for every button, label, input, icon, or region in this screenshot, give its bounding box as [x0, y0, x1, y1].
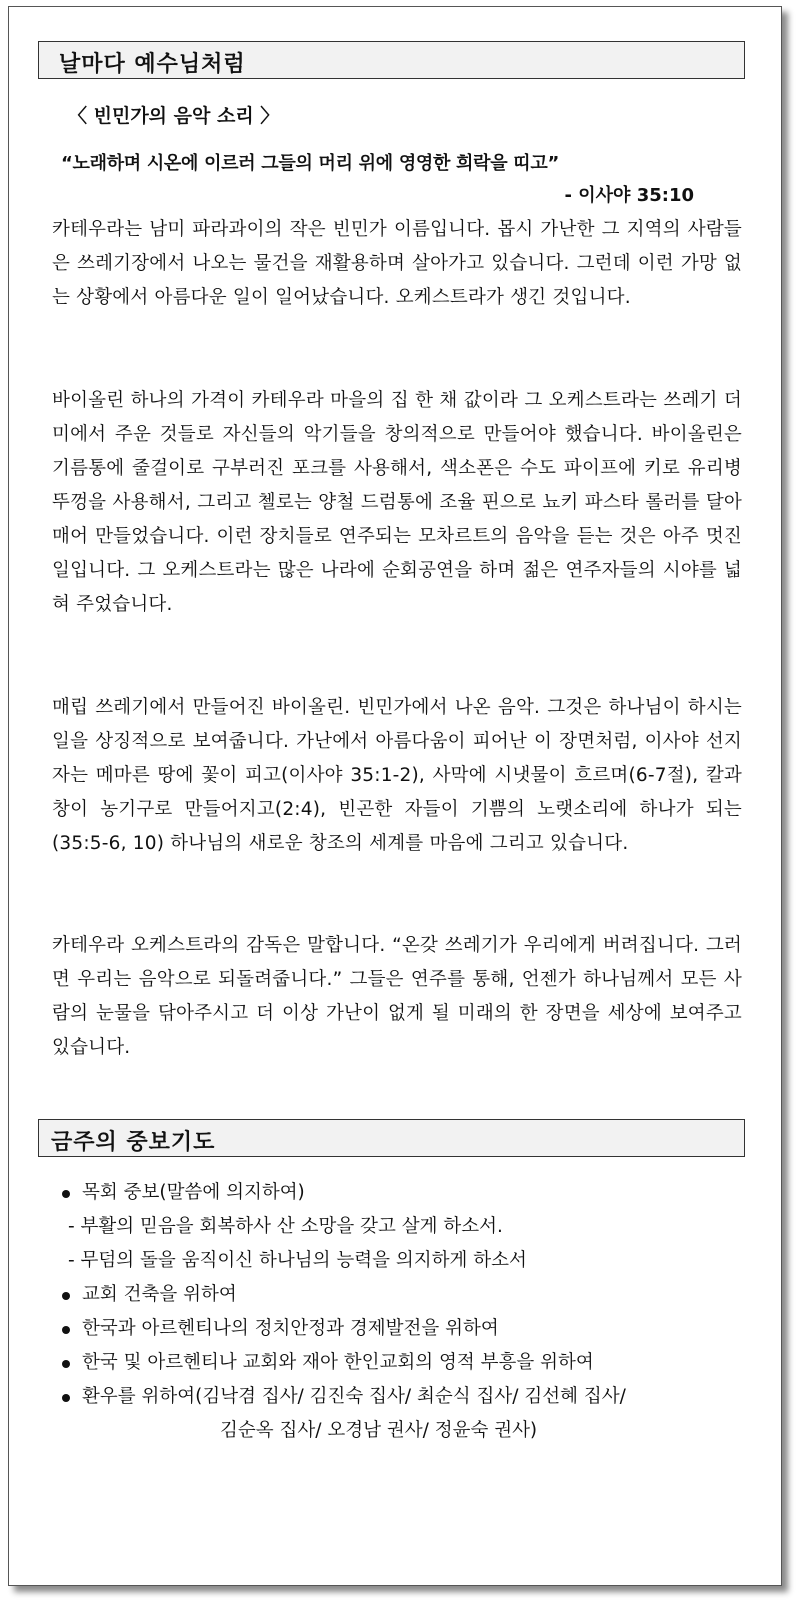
prayer-item-text: 환우를 위하여(김낙겸 집사/ 김진숙 집사/ 최순식 집사/ 김선혜 집사/	[82, 1386, 626, 1407]
prayer-list-item	[52, 1244, 752, 1278]
prayer-title: 금주의 중보기도	[51, 1130, 216, 1155]
prayer-item-text: 목회 중보(말씀에 의지하여)	[82, 1182, 305, 1203]
prayer-list	[52, 1176, 752, 1448]
prayer-list-item	[52, 1414, 752, 1448]
paragraph-1: 카테우라는 남미 파라과이의 작은 빈민가 이름입니다. 몹시 가난한 그 지역의 사람들은 쓰레기장에서 나오는 물건을 재활용하며 살아가고 있습니다. 그런데 이런 가망 없는 상황에서 아름다운 일이 일어났습니다. 오케스트라가 생긴 것입니다.	[52, 219, 742, 308]
prayer-list-item	[52, 1278, 752, 1312]
prayer-list-item	[52, 1346, 752, 1380]
prayer-header-box	[38, 1119, 745, 1157]
scripture-reference: - 이사야 35:10	[564, 185, 694, 206]
bullet-icon	[62, 1360, 70, 1368]
prayer-subitem-text: - 부활의 믿음을 회복하사 산 소망을 갖고 살게 하소서.	[68, 1216, 503, 1237]
devotional-header-box	[38, 41, 745, 79]
scripture-verse: “노래하며 시온에 이르러 그들의 머리 위에 영영한 희락을 띠고”	[61, 153, 559, 174]
paragraph-3: 매립 쓰레기에서 만들어진 바이올린. 빈민가에서 나온 음악. 그것은 하나님이 하시는 일을 상징적으로 보여줍니다. 가난에서 아름다움이 피어난 이 장면처럼, 이사야 선지자는 메마른 땅에 꽃이 피고(이사야 35:1-2), 사막에 시냇물이 흐르며(6-7절), 칼과 창이 농기구로 만들어지고(2:4), 빈곤한 자들이 기쁨의 노랫소리에 하나가 되는(35:5-6, 10) 하나님의 새로운 창조의 세계를 마음에 그리고 있습니다.	[52, 697, 742, 854]
bullet-icon	[62, 1292, 70, 1300]
prayer-subitem-text: - 무덤의 돌을 움직이신 하나님의 능력을 의지하게 하소서	[68, 1250, 527, 1271]
bullet-icon	[62, 1326, 70, 1334]
prayer-list-item	[52, 1176, 752, 1210]
paragraph-2: 바이올린 하나의 가격이 카테우라 마을의 집 한 채 값이라 그 오케스트라는 쓰레기 더미에서 주운 것들로 자신들의 악기들을 창의적으로 만들어야 했습니다. 바이올린은 기름통에 줄걸이로 구부러진 포크를 사용해서, 색소폰은 수도 파이프에 키로 유리병 뚜껑을 사용해서, 그리고 첼로는 양철 드럼통에 조율 핀으로 뇨키 파스타 롤러를 달아매어 만들었습니다. 이런 장치들로 연주되는 모차르트의 음악을 듣는 것은 아주 멋진 일입니다. 그 오케스트라는 많은 나라에 순회공연을 하며 젊은 연주자들의 시야를 넓혀 주었습니다.	[52, 390, 742, 615]
bullet-icon	[62, 1190, 70, 1198]
bullet-icon	[62, 1394, 70, 1402]
devotional-title: 날마다 예수님처럼	[59, 52, 246, 77]
prayer-item-text: 한국과 아르헨티나의 정치안정과 경제발전을 위하여	[82, 1318, 499, 1339]
prayer-list-item	[52, 1380, 752, 1414]
prayer-subitem-text: 김순옥 집사/ 오경남 권사/ 정윤숙 권사)	[220, 1420, 538, 1441]
article-subtitle: 〈 빈민가의 음악 소리 〉	[68, 105, 280, 127]
prayer-list-item	[52, 1312, 752, 1346]
prayer-list-item	[52, 1210, 752, 1244]
prayer-item-text: 교회 건축을 위하여	[82, 1284, 237, 1305]
prayer-item-text: 한국 및 아르헨티나 교회와 재아 한인교회의 영적 부흥을 위하여	[82, 1352, 594, 1373]
paragraph-4: 카테우라 오케스트라의 감독은 말합니다. “온갖 쓰레기가 우리에게 버려집니다. 그러면 우리는 음악으로 되돌려줍니다.” 그들은 연주를 통해, 언젠가 하나님께서 모든 사람의 눈물을 닦아주시고 더 이상 가난이 없게 될 미래의 한 장면을 세상에 보여주고 있습니다.	[52, 935, 742, 1058]
